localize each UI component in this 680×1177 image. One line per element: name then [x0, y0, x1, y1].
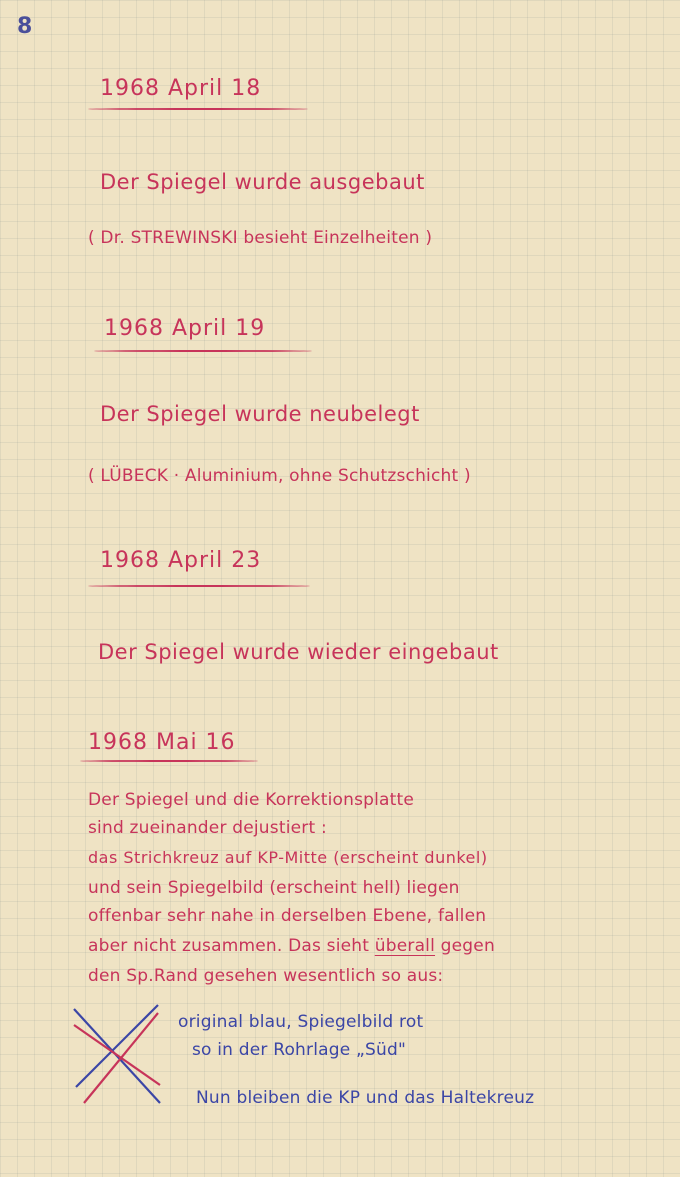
entry-date: 1968 Mai 16 [88, 730, 236, 755]
entry-text: gegen [440, 936, 495, 956]
sketch-note: Nun bleiben die KP und das Haltekreuz [196, 1088, 535, 1108]
date-underline [94, 350, 312, 352]
entry-line: sind zueinander dejustiert : [88, 818, 327, 838]
date-underline [80, 760, 258, 762]
entry-date: 1968 April 23 [100, 548, 262, 573]
sketch-note: so in der Rohrlage „Süd" [192, 1040, 406, 1060]
entry-line: Der Spiegel wurde ausgebaut [100, 170, 425, 194]
entry-line: ( Dr. STREWINSKI besieht Einzelheiten ) [88, 228, 433, 248]
entry-line: das Strichkreuz auf KP-Mitte (erscheint dunkel) [88, 848, 488, 867]
entry-date: 1968 April 18 [100, 76, 262, 101]
entry-line [88, 936, 495, 956]
date-underline [88, 585, 310, 587]
entry-text: aber nicht zusammen. Das sieht [88, 936, 370, 956]
entry-line: Der Spiegel wurde wieder eingebaut [98, 640, 499, 664]
entry-line: Der Spiegel und die Korrektionsplatte [88, 790, 415, 810]
underlined-word: überall [374, 936, 436, 956]
cross-sketch [70, 1003, 170, 1111]
page-number: 8 [17, 14, 33, 39]
entry-line: offenbar sehr nahe in derselben Ebene, fallen [88, 906, 487, 926]
sketch-note: original blau, Spiegelbild rot [178, 1012, 424, 1032]
entry-line: Der Spiegel wurde neubelegt [100, 402, 420, 426]
date-underline [88, 108, 308, 110]
entry-line: den Sp.Rand gesehen wesentlich so aus: [88, 966, 444, 986]
entry-line: ( LÜBECK · Aluminium, ohne Schutzschicht ) [88, 466, 471, 486]
entry-line: und sein Spiegelbild (erscheint hell) liegen [88, 878, 460, 898]
entry-date: 1968 April 19 [104, 316, 266, 341]
